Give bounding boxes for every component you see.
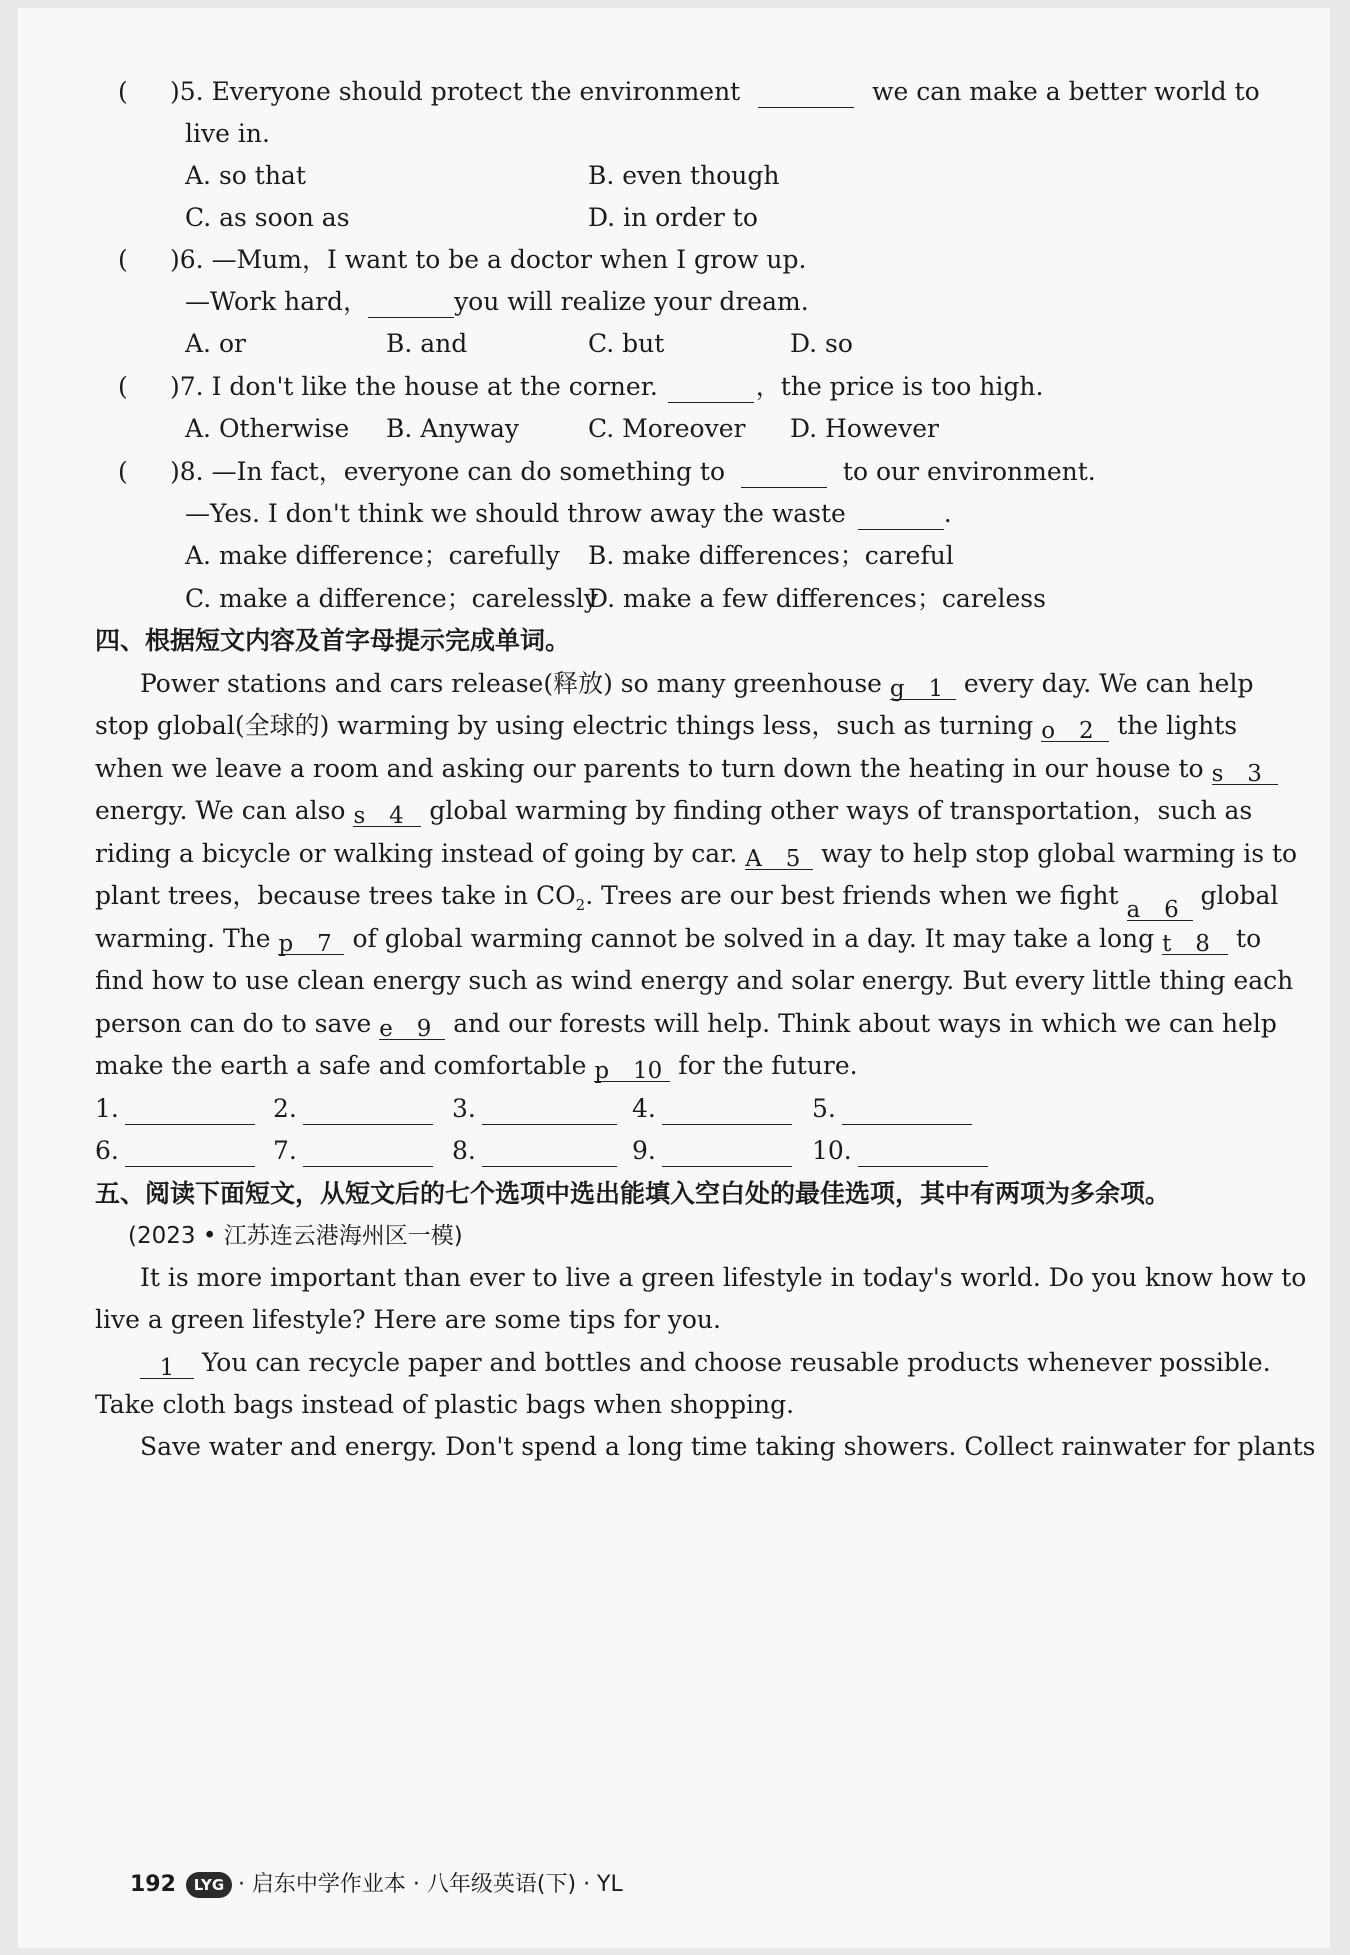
question-number: )8. bbox=[170, 457, 204, 486]
blank bbox=[858, 502, 944, 530]
passage-line: person can do to save e 9 and our forests will help. Think about ways in which we can help bbox=[95, 1009, 1277, 1042]
question-6-line2 bbox=[185, 286, 809, 318]
hint-blank[interactable]: p 7 bbox=[278, 927, 344, 955]
blank bbox=[368, 290, 454, 318]
option-a: A. or bbox=[185, 329, 246, 358]
question-text: —Yes. I don't think we should throw away the waste bbox=[185, 499, 846, 528]
passage-line: Save water and energy. Don't spend a long time taking showers. Collect rainwater for plants bbox=[140, 1432, 1316, 1461]
answer-slot[interactable]: 8. bbox=[452, 1135, 617, 1167]
option-a: A. so that bbox=[185, 161, 306, 190]
passage-line: live a green lifestyle? Here are some tips for you. bbox=[95, 1305, 721, 1334]
option-a: A. make difference；carefully bbox=[185, 541, 560, 570]
option-b: B. make differences；careful bbox=[588, 541, 954, 570]
answer-slot[interactable]: 3. bbox=[452, 1093, 617, 1125]
blank bbox=[668, 375, 754, 403]
answer-slot[interactable]: 2. bbox=[273, 1093, 433, 1125]
option-c: C. but bbox=[588, 329, 665, 358]
hint-blank[interactable]: p 10 bbox=[594, 1054, 670, 1082]
hint-blank[interactable]: s 3 bbox=[1212, 757, 1278, 785]
answer-slot[interactable]: 7. bbox=[273, 1135, 433, 1167]
answer-row bbox=[95, 1093, 1295, 1125]
question-6 bbox=[170, 244, 806, 276]
hint-blank[interactable]: g 1 bbox=[890, 672, 956, 700]
section-4-heading: 四、根据短文内容及首字母提示完成单词。 bbox=[95, 626, 571, 655]
blank bbox=[758, 80, 854, 108]
question-8 bbox=[170, 456, 1096, 488]
answer-bracket[interactable]: ( bbox=[118, 77, 128, 106]
option-d: D. so bbox=[790, 329, 853, 358]
question-number: )6. bbox=[170, 245, 204, 274]
publisher-logo: LYG bbox=[186, 1872, 232, 1898]
passage-line: It is more important than ever to live a green lifestyle in today's world. Do you know how to bbox=[140, 1263, 1307, 1292]
page-number: 192 bbox=[130, 1872, 176, 1897]
passage-line: riding a bicycle or walking instead of going by car. A 5 way to help stop global warming is to bbox=[95, 839, 1298, 872]
option-a: A. Otherwise bbox=[185, 414, 350, 443]
option-c: C. as soon as bbox=[185, 203, 350, 232]
answer-bracket[interactable]: ( bbox=[118, 457, 128, 486]
question-text: live in. bbox=[185, 119, 270, 148]
passage-line: find how to use clean energy such as wind energy and solar energy. But every little thing each bbox=[95, 966, 1294, 995]
page-footer bbox=[130, 1870, 623, 1900]
passage-line: Take cloth bags instead of plastic bags when shopping. bbox=[95, 1390, 795, 1419]
question-text: to our environment. bbox=[842, 457, 1096, 486]
answer-slot[interactable]: 10. bbox=[812, 1135, 988, 1167]
source-note: (2023 • 江苏连云港海州区一模) bbox=[128, 1223, 463, 1249]
question-7 bbox=[170, 371, 1043, 403]
passage-line: energy. We can also s 4 global warming by finding other ways of transportation，such as bbox=[95, 796, 1253, 829]
hint-blank[interactable]: o 2 bbox=[1041, 714, 1109, 742]
option-b: B. even though bbox=[588, 161, 780, 190]
option-c: C. make a difference；carelessly bbox=[185, 584, 598, 613]
period: . bbox=[943, 499, 952, 528]
question-number: )7. bbox=[170, 372, 204, 401]
answer-slot[interactable]: 1. bbox=[95, 1093, 255, 1125]
question-text: —Mum，I want to be a doctor when I grow up. bbox=[211, 245, 807, 274]
hint-blank[interactable]: e 9 bbox=[379, 1012, 445, 1040]
answer-slot[interactable]: 9. bbox=[632, 1135, 792, 1167]
worksheet-page bbox=[18, 8, 1330, 1948]
question-text: Everyone should protect the environment bbox=[211, 77, 741, 106]
passage-line: warming. The p 7 of global warming cannot be solved in a day. It may take a long t 8 to bbox=[95, 924, 1262, 957]
passage-line: 1 You can recycle paper and bottles and choose reusable products whenever possible. bbox=[140, 1347, 1271, 1379]
question-8-line2 bbox=[185, 498, 952, 530]
answer-slot[interactable]: 6. bbox=[95, 1135, 255, 1167]
question-text: ，the price is too high. bbox=[755, 372, 1044, 401]
hint-blank[interactable]: s 4 bbox=[353, 799, 421, 827]
blank bbox=[741, 460, 827, 488]
option-b: B. and bbox=[386, 329, 468, 358]
answer-slot[interactable]: 4. bbox=[632, 1093, 792, 1125]
answer-bracket[interactable]: ( bbox=[118, 245, 128, 274]
hint-blank[interactable]: A 5 bbox=[745, 842, 813, 870]
passage-line: Power stations and cars release(释放) so many greenhouse g 1 every day. We can help bbox=[140, 669, 1254, 702]
question-text: you will realize your dream. bbox=[454, 287, 809, 316]
section-5-heading: 五、阅读下面短文，从短文后的七个选项中选出能填入空白处的最佳选项，其中有两项为多余项。 bbox=[95, 1179, 1171, 1208]
book-title: · 启东中学作业本 · 八年级英语(下) · YL bbox=[237, 1872, 623, 1897]
passage-line: plant trees，because trees take in $CO_2$. Trees are our best friends when we fight a 6 global bbox=[95, 881, 1279, 923]
hint-blank[interactable]: a 6 bbox=[1127, 893, 1193, 921]
question-5 bbox=[170, 76, 1260, 108]
question-text: —Work hard， bbox=[185, 287, 369, 316]
answer-bracket[interactable]: ( bbox=[118, 372, 128, 401]
option-b: B. Anyway bbox=[386, 414, 519, 443]
option-d: D. make a few differences；careless bbox=[588, 584, 1046, 613]
question-number: )5. bbox=[170, 77, 204, 106]
question-text: I don't like the house at the corner. bbox=[211, 372, 658, 401]
answer-slot[interactable]: 5. bbox=[812, 1093, 972, 1125]
passage-line: make the earth a safe and comfortable p 10 for the future. bbox=[95, 1051, 858, 1084]
option-d: D. in order to bbox=[588, 203, 758, 232]
answer-blank[interactable]: 1 bbox=[140, 1351, 194, 1379]
question-text: we can make a better world to bbox=[872, 77, 1260, 106]
option-c: C. Moreover bbox=[588, 414, 746, 443]
passage-line: when we leave a room and asking our parents to turn down the heating in our house to s 3 bbox=[95, 753, 1278, 785]
hint-blank[interactable]: t 8 bbox=[1162, 927, 1228, 955]
option-d: D. However bbox=[790, 414, 939, 443]
passage-line: stop global(全球的) warming by using electric things less，such as turning o 2 the lights bbox=[95, 711, 1238, 744]
answer-row bbox=[95, 1135, 1295, 1167]
question-text: —In fact，everyone can do something to bbox=[211, 457, 726, 486]
